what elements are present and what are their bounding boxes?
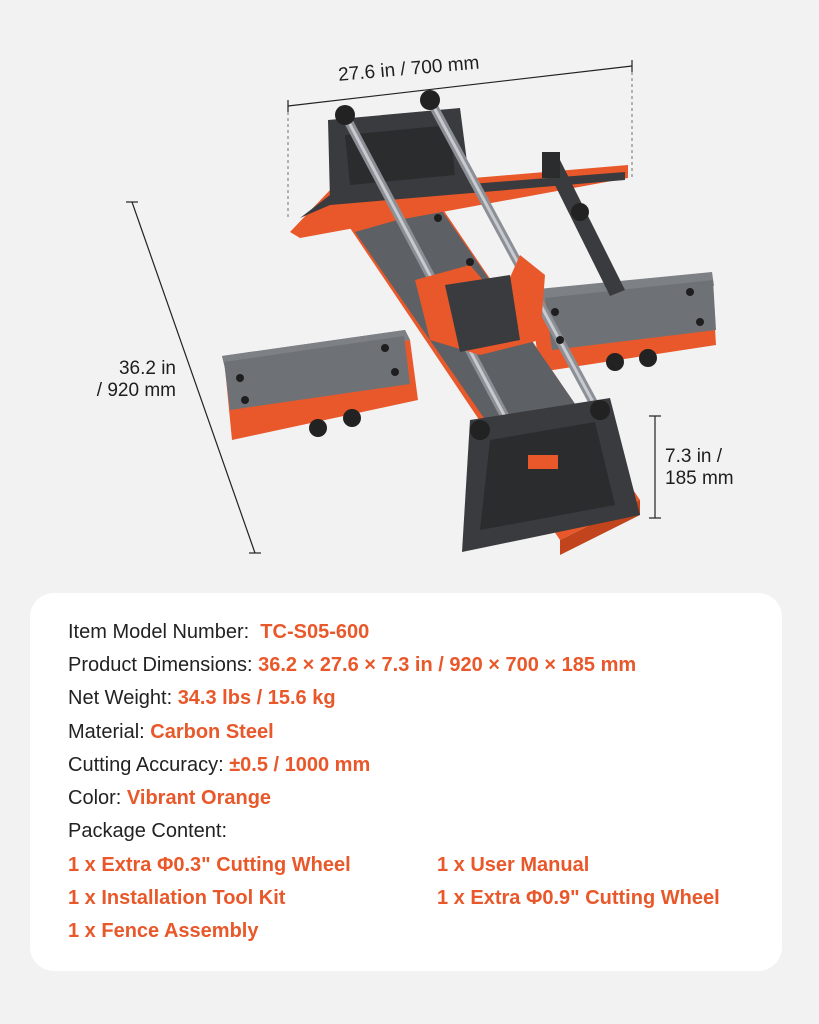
width-dimension-label: 27.6 in / 700 mm bbox=[337, 52, 481, 86]
package-item: 1 x Installation Tool Kit bbox=[68, 887, 286, 909]
spec-row-material: Material: Carbon Steel bbox=[68, 721, 274, 743]
package-item: 1 x Fence Assembly bbox=[68, 920, 259, 942]
package-item: 1 x Extra Φ0.3" Cutting Wheel bbox=[68, 854, 351, 876]
length-dimension-label: 36.2 in / 920 mm bbox=[96, 358, 176, 401]
package-content-heading: Package Content: bbox=[68, 820, 227, 842]
spec-row-model: Item Model Number: TC-S05-600 bbox=[68, 621, 370, 643]
spec-row-weight: Net Weight: 34.3 lbs / 15.6 kg bbox=[68, 687, 336, 709]
specification-card bbox=[30, 593, 782, 971]
package-item: 1 x Extra Φ0.9" Cutting Wheel bbox=[437, 887, 720, 909]
spec-row-accuracy: Cutting Accuracy: ±0.5 / 1000 mm bbox=[68, 754, 371, 776]
spec-row-dimensions: Product Dimensions: 36.2 × 27.6 × 7.3 in / 920 × 700 × 185 mm bbox=[68, 654, 637, 676]
height-dimension-label: 7.3 in / 185 mm bbox=[665, 446, 734, 489]
spec-row-color: Color: Vibrant Orange bbox=[68, 787, 272, 809]
package-item: 1 x User Manual bbox=[437, 854, 590, 876]
